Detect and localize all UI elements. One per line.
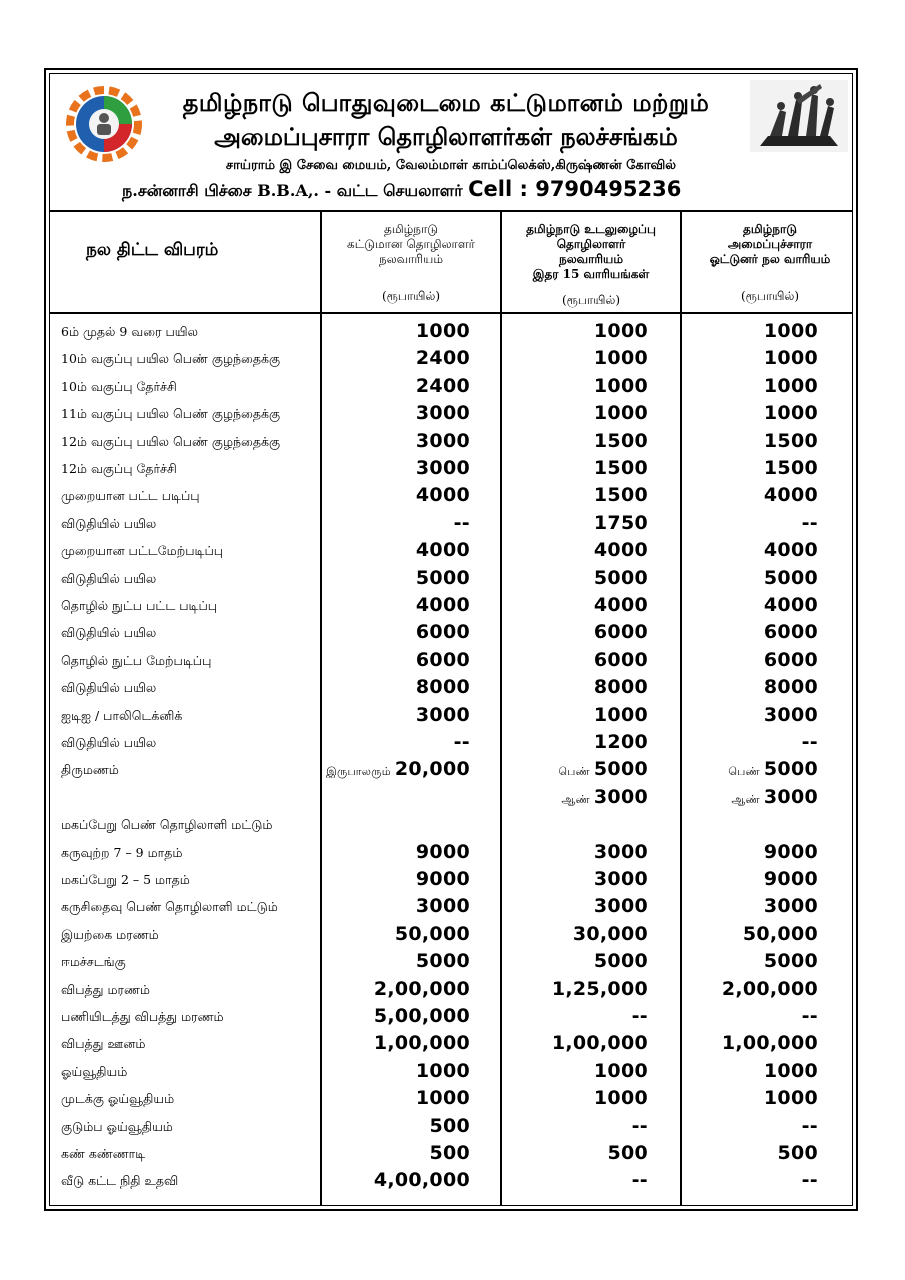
value-amount: 5000 <box>415 566 470 589</box>
row-label: பணியிடத்து விபத்து மரணம் <box>61 1009 224 1024</box>
value-amount: 3000 <box>415 703 470 726</box>
row-value-c2 <box>552 978 648 1000</box>
table-row <box>50 868 852 895</box>
table-row <box>50 430 852 457</box>
table-row <box>50 676 852 703</box>
row-label: 11ம் வகுப்பு பயில பெண் குழந்தைக்கு <box>61 406 281 422</box>
value-amount: 5000 <box>763 566 818 589</box>
row-value-c3 <box>802 1115 818 1137</box>
row-value-c2 <box>552 1032 648 1054</box>
row-value-c2 <box>573 923 648 945</box>
table-row <box>50 1032 852 1059</box>
value-amount: -- <box>801 1114 818 1137</box>
value-amount: -- <box>631 1169 648 1192</box>
value-amount: 1000 <box>763 374 818 397</box>
value-amount: 5000 <box>593 950 648 973</box>
value-amount: 30,000 <box>572 922 648 945</box>
row-label: தொழில் நுட்ப மேற்படிப்பு <box>61 652 212 668</box>
row-value-c3 <box>764 347 818 369</box>
row-value-c1 <box>416 621 470 643</box>
row-value-c1 <box>416 539 470 561</box>
row-label: கண் கண்ணாடி <box>61 1146 146 1161</box>
row-value-c3 <box>802 512 818 534</box>
value-amount: 1,00,000 <box>551 1032 648 1055</box>
value-amount: 1750 <box>593 511 648 534</box>
table-row <box>50 950 852 977</box>
row-value-c3 <box>764 895 818 917</box>
row-value-c1 <box>416 347 470 369</box>
col2-header-line: தொழிலாளர் <box>556 237 626 251</box>
row-value-c1 <box>416 950 470 972</box>
value-amount: 3000 <box>415 429 470 452</box>
value-amount: 1000 <box>415 1059 470 1082</box>
value-amount: 1000 <box>763 320 818 342</box>
value-amount: 1000 <box>593 347 648 370</box>
row-value-c2 <box>594 457 648 479</box>
value-amount: -- <box>801 1169 818 1192</box>
row-value-c2 <box>632 1115 648 1137</box>
row-value-c1 <box>326 758 470 780</box>
table-row <box>50 923 852 950</box>
value-amount: 4,00,000 <box>373 1169 470 1192</box>
row-value-c2 <box>594 621 648 643</box>
row-value-c2 <box>594 649 648 671</box>
value-amount: 1000 <box>415 1087 470 1110</box>
table-row <box>50 484 852 511</box>
value-amount: 50,000 <box>394 922 470 945</box>
row-label: கருவுற்ற 7 – 9 மாதம் <box>61 844 183 860</box>
table-row <box>50 567 852 594</box>
row-value-c3 <box>743 923 818 945</box>
value-amount: 3000 <box>763 785 818 808</box>
row-value-c2 <box>594 539 648 561</box>
table-row <box>50 758 852 785</box>
row-value-c2 <box>594 868 648 890</box>
value-amount: 3000 <box>763 703 818 726</box>
contact-line <box>122 177 681 202</box>
value-prefix: பெண் <box>728 765 760 779</box>
value-amount: 5000 <box>415 950 470 973</box>
value-prefix: பெண் <box>558 765 590 779</box>
row-value-c2 <box>632 1005 648 1027</box>
row-label: விடுதியில் பயில <box>61 735 157 750</box>
row-value-c3 <box>764 1087 818 1109</box>
value-amount: 1500 <box>593 429 648 452</box>
row-label: முறையான பட்டமேற்படிப்பு <box>61 543 224 559</box>
value-amount: 4000 <box>415 539 470 562</box>
address-line: சாய்ராம் இ சேவை மையம், வேலம்மாள் காம்ப்லெக்ஸ்,கிருஷ்ணன் கோவில் <box>225 158 677 173</box>
row-value-c3 <box>764 320 818 342</box>
value-amount: 3000 <box>593 868 648 890</box>
row-value-c1 <box>416 704 470 726</box>
value-amount: 5000 <box>593 758 648 781</box>
value-amount: 1500 <box>763 457 818 479</box>
row-value-c1 <box>416 567 470 589</box>
row-value-c2 <box>594 430 648 452</box>
row-value-c3 <box>729 758 818 780</box>
value-amount: 6000 <box>593 621 648 644</box>
value-amount: 6000 <box>415 621 470 644</box>
row-label: இயற்கை மரணம் <box>61 926 159 942</box>
value-amount: 500 <box>777 1142 818 1164</box>
value-amount: 500 <box>607 1142 648 1164</box>
col2-header <box>502 212 680 312</box>
row-value-c1 <box>416 676 470 698</box>
table-row <box>50 594 852 621</box>
value-amount: 3000 <box>593 895 648 918</box>
value-amount: 8000 <box>415 676 470 699</box>
col3-header-line: அமைப்புச்சாரா <box>727 237 813 251</box>
row-value-c1 <box>416 320 470 342</box>
value-amount: 4000 <box>763 539 818 562</box>
row-value-c2 <box>594 704 648 726</box>
col2-header-line: நலவாரியம் <box>559 252 623 266</box>
col1-header-line: நலவாரியம் <box>379 252 443 266</box>
value-amount: -- <box>453 731 470 753</box>
col2-header-line: இதர 15 வாரியங்கள் <box>532 267 650 281</box>
row-label: விடுதியில் பயில <box>61 625 157 641</box>
row-label: விபத்து ஊனம் <box>61 1036 146 1052</box>
row-value-c1 <box>374 978 470 1000</box>
workers-statue-image <box>750 80 848 152</box>
table-row <box>50 704 852 731</box>
value-amount: 1000 <box>593 703 648 726</box>
table-row <box>50 512 852 539</box>
row-value-c3 <box>802 1169 818 1191</box>
document-frame <box>44 68 858 1211</box>
table-row <box>50 402 852 429</box>
row-value-c2 <box>594 512 648 534</box>
table-row <box>50 320 852 347</box>
value-amount: 3000 <box>415 895 470 918</box>
value-amount: -- <box>631 1005 648 1027</box>
document-inner <box>49 73 853 1206</box>
row-label: 10ம் வகுப்பு தேர்ச்சி <box>61 378 177 394</box>
value-amount: -- <box>801 1005 818 1027</box>
value-amount: 5000 <box>593 566 648 589</box>
col3-header-line: ஓட்டுனர் நல வாரியம் <box>709 252 831 266</box>
row-value-c1 <box>374 1032 470 1054</box>
table-row <box>50 1060 852 1087</box>
row-value-c3 <box>777 1142 818 1164</box>
row-value-c2 <box>594 731 648 753</box>
row-value-c2 <box>594 567 648 589</box>
value-amount: 1000 <box>593 1087 648 1110</box>
row-label: மகப்பேறு 2 – 5 மாதம் <box>61 872 190 887</box>
value-amount: 20,000 <box>394 758 470 781</box>
row-label: முடக்கு ஓய்வூதியம் <box>61 1091 175 1107</box>
row-label: முறையான பட்ட படிப்பு <box>61 488 200 504</box>
value-amount: 9000 <box>415 868 470 890</box>
row-value-c2 <box>594 1060 648 1082</box>
value-amount: 8000 <box>763 676 818 699</box>
row-label: 6ம் முதல் 9 வரை பயில <box>61 324 199 339</box>
row-value-c1 <box>416 402 470 424</box>
row-value-c2 <box>561 786 648 808</box>
value-amount: 50,000 <box>742 922 818 945</box>
row-value-c3 <box>802 1005 818 1027</box>
value-amount: 8000 <box>593 676 648 699</box>
value-amount: 2400 <box>415 374 470 397</box>
table-row <box>50 786 852 813</box>
value-amount: 1500 <box>593 457 648 479</box>
gear-logo-icon <box>64 84 144 164</box>
col1-header <box>322 212 500 312</box>
value-amount: 9000 <box>763 868 818 890</box>
value-amount: 4000 <box>593 539 648 562</box>
value-amount: 1000 <box>593 374 648 397</box>
value-amount: 3000 <box>593 785 648 808</box>
value-amount: -- <box>453 511 470 534</box>
row-value-c3 <box>764 950 818 972</box>
row-value-c2 <box>594 594 648 616</box>
row-value-c2 <box>632 1169 648 1191</box>
value-amount: 1000 <box>763 1059 818 1082</box>
row-label: மகப்பேறு பெண் தொழிலாளி மட்டும் <box>61 817 273 833</box>
value-amount: 5000 <box>763 950 818 973</box>
table-row <box>50 1005 852 1032</box>
row-value-c1 <box>416 841 470 863</box>
value-amount: 3000 <box>415 457 470 479</box>
row-label: விடுதியில் பயில <box>61 680 157 696</box>
value-amount: 1500 <box>763 429 818 452</box>
value-amount: 1000 <box>593 1059 648 1082</box>
row-value-c1 <box>454 512 470 534</box>
value-amount: 1000 <box>763 402 818 425</box>
row-value-c2 <box>594 320 648 342</box>
row-value-c3 <box>722 1032 818 1054</box>
row-value-c1 <box>429 1142 470 1164</box>
value-amount: 2,00,000 <box>721 977 818 1000</box>
row-value-c2 <box>559 758 648 780</box>
row-value-c3 <box>764 841 818 863</box>
value-amount: 1000 <box>593 402 648 425</box>
row-value-c3 <box>764 594 818 616</box>
value-amount: 4000 <box>763 594 818 616</box>
row-value-c3 <box>764 539 818 561</box>
value-amount: 6000 <box>593 648 648 671</box>
value-prefix: ஆண் <box>561 792 590 806</box>
row-value-c3 <box>764 375 818 397</box>
value-amount: 5,00,000 <box>373 1005 470 1027</box>
value-amount: 1500 <box>593 484 648 507</box>
row-label: ஐடிஐ / பாலிடெக்னிக் <box>61 707 183 723</box>
row-value-c1 <box>429 1115 470 1137</box>
value-amount: 1000 <box>593 320 648 342</box>
col3-header <box>682 212 858 312</box>
value-prefix: இருபாலரும் <box>326 765 391 779</box>
row-value-c1 <box>374 1005 470 1027</box>
row-value-c1 <box>416 375 470 397</box>
letterhead <box>50 74 852 212</box>
row-label: ஓய்வூதியம் <box>61 1063 128 1079</box>
value-amount: 6000 <box>763 648 818 671</box>
value-amount: 1200 <box>593 731 648 753</box>
row-value-c1 <box>416 430 470 452</box>
value-amount: 1000 <box>763 347 818 370</box>
row-label: வீடு கட்ட நிதி உதவி <box>61 1173 179 1189</box>
row-label: 10ம் வகுப்பு பயில பெண் குழந்தைக்கு <box>61 351 281 367</box>
table-row <box>50 895 852 922</box>
row-value-c2 <box>594 841 648 863</box>
row-label: கருசிதைவு பெண் தொழிலாளி மட்டும் <box>61 899 278 915</box>
value-amount: 9000 <box>415 840 470 863</box>
col1-header-line: கட்டுமான தொழிலாளர் <box>347 237 475 251</box>
row-value-c3 <box>764 621 818 643</box>
title-line-1: தமிழ்நாடு பொதுவுடைமை கட்டுமானம் மற்றும் <box>182 88 710 117</box>
row-value-c1 <box>416 868 470 890</box>
row-value-c1 <box>454 731 470 753</box>
col2-unit: (ரூபாயில்) <box>561 293 621 307</box>
cell-number: 9790495236 <box>535 177 682 201</box>
value-amount: 500 <box>429 1142 470 1164</box>
value-amount: 4000 <box>593 594 648 616</box>
table-row <box>50 1115 852 1142</box>
row-value-c1 <box>416 594 470 616</box>
contact-name: ந.சன்னாசி பிச்சை B.B.A,. - வட்ட செயலாளர் <box>122 181 469 200</box>
col3-header-line: தமிழ்நாடு <box>743 222 797 236</box>
value-amount: 3000 <box>763 895 818 918</box>
table-row <box>50 457 852 484</box>
value-amount: 3000 <box>415 402 470 425</box>
value-amount: 2,00,000 <box>373 977 470 1000</box>
row-label: திருமணம் <box>61 762 119 778</box>
row-value-c2 <box>594 676 648 698</box>
value-amount: -- <box>801 511 818 534</box>
col2-header-line: தமிழ்நாடு உடலுழைப்பு <box>526 222 656 236</box>
table-row <box>50 649 852 676</box>
row-value-c1 <box>416 649 470 671</box>
value-amount: 1,00,000 <box>721 1032 818 1055</box>
label-column-header: நல திட்ட விபரம் <box>86 240 219 260</box>
value-amount: 1000 <box>763 1087 818 1110</box>
row-value-c3 <box>764 484 818 506</box>
value-amount: 500 <box>429 1114 470 1137</box>
row-label: ஈமச்சடங்கு <box>61 954 126 970</box>
table-row <box>50 841 852 868</box>
value-amount: 6000 <box>763 621 818 644</box>
value-amount: -- <box>801 731 818 753</box>
row-value-c3 <box>722 978 818 1000</box>
row-value-c1 <box>416 484 470 506</box>
value-amount: 1000 <box>415 320 470 342</box>
row-value-c3 <box>764 649 818 671</box>
title-line-2: அமைப்புசாரா தொழிலாளர்கள் நலச்சங்கம் <box>214 122 678 151</box>
row-value-c2 <box>594 402 648 424</box>
value-amount: 4000 <box>763 484 818 507</box>
row-label: விடுதியில் பயில <box>61 515 157 531</box>
row-value-c2 <box>594 1087 648 1109</box>
row-value-c3 <box>764 567 818 589</box>
row-label: 12ம் வகுப்பு தேர்ச்சி <box>61 461 177 476</box>
value-amount: 9000 <box>763 840 818 863</box>
row-value-c3 <box>764 402 818 424</box>
table-row <box>50 621 852 648</box>
row-value-c2 <box>594 895 648 917</box>
row-label: விபத்து மரணம் <box>61 981 150 997</box>
row-value-c1 <box>395 923 470 945</box>
value-amount: 4000 <box>415 594 470 616</box>
table-row <box>50 813 852 840</box>
col1-header-line: தமிழ்நாடு <box>384 222 438 236</box>
row-value-c3 <box>802 731 818 753</box>
row-value-c1 <box>416 1060 470 1082</box>
row-value-c2 <box>594 347 648 369</box>
row-value-c3 <box>764 868 818 890</box>
row-value-c3 <box>764 430 818 452</box>
table-row <box>50 978 852 1005</box>
row-value-c3 <box>764 704 818 726</box>
value-amount: 1,00,000 <box>373 1032 470 1055</box>
cell-label: Cell : <box>468 177 536 201</box>
value-amount: 6000 <box>415 648 470 671</box>
row-label: 12ம் வகுப்பு பயில பெண் குழந்தைக்கு <box>61 433 281 449</box>
row-value-c3 <box>764 457 818 479</box>
row-value-c3 <box>764 1060 818 1082</box>
value-amount: -- <box>631 1114 648 1137</box>
row-label: விடுதியில் பயில <box>61 570 157 586</box>
table-row <box>50 539 852 566</box>
row-label: தொழில் நுட்ப பட்ட படிப்பு <box>61 598 218 613</box>
value-amount: 3000 <box>593 840 648 863</box>
row-value-c1 <box>416 1087 470 1109</box>
value-prefix: ஆண் <box>731 792 760 806</box>
row-label: குடும்ப ஓய்வூதியம் <box>61 1118 173 1134</box>
row-value-c2 <box>594 950 648 972</box>
row-value-c2 <box>607 1142 648 1164</box>
value-amount: 1,25,000 <box>551 977 648 1000</box>
value-amount: 2400 <box>415 347 470 370</box>
col1-unit: (ரூபாயில்) <box>381 289 441 303</box>
table-row <box>50 731 852 758</box>
row-value-c2 <box>594 484 648 506</box>
row-value-c1 <box>416 457 470 479</box>
row-value-c1 <box>374 1169 470 1191</box>
value-amount: 4000 <box>415 484 470 507</box>
row-value-c1 <box>416 895 470 917</box>
table-row <box>50 1169 852 1196</box>
table-row <box>50 347 852 374</box>
row-value-c3 <box>731 786 818 808</box>
table-row <box>50 375 852 402</box>
table-row <box>50 1142 852 1169</box>
col3-unit: (ரூபாயில்) <box>740 289 800 303</box>
value-amount: 5000 <box>763 758 818 781</box>
row-value-c2 <box>594 375 648 397</box>
table-row <box>50 1087 852 1114</box>
row-value-c3 <box>764 676 818 698</box>
